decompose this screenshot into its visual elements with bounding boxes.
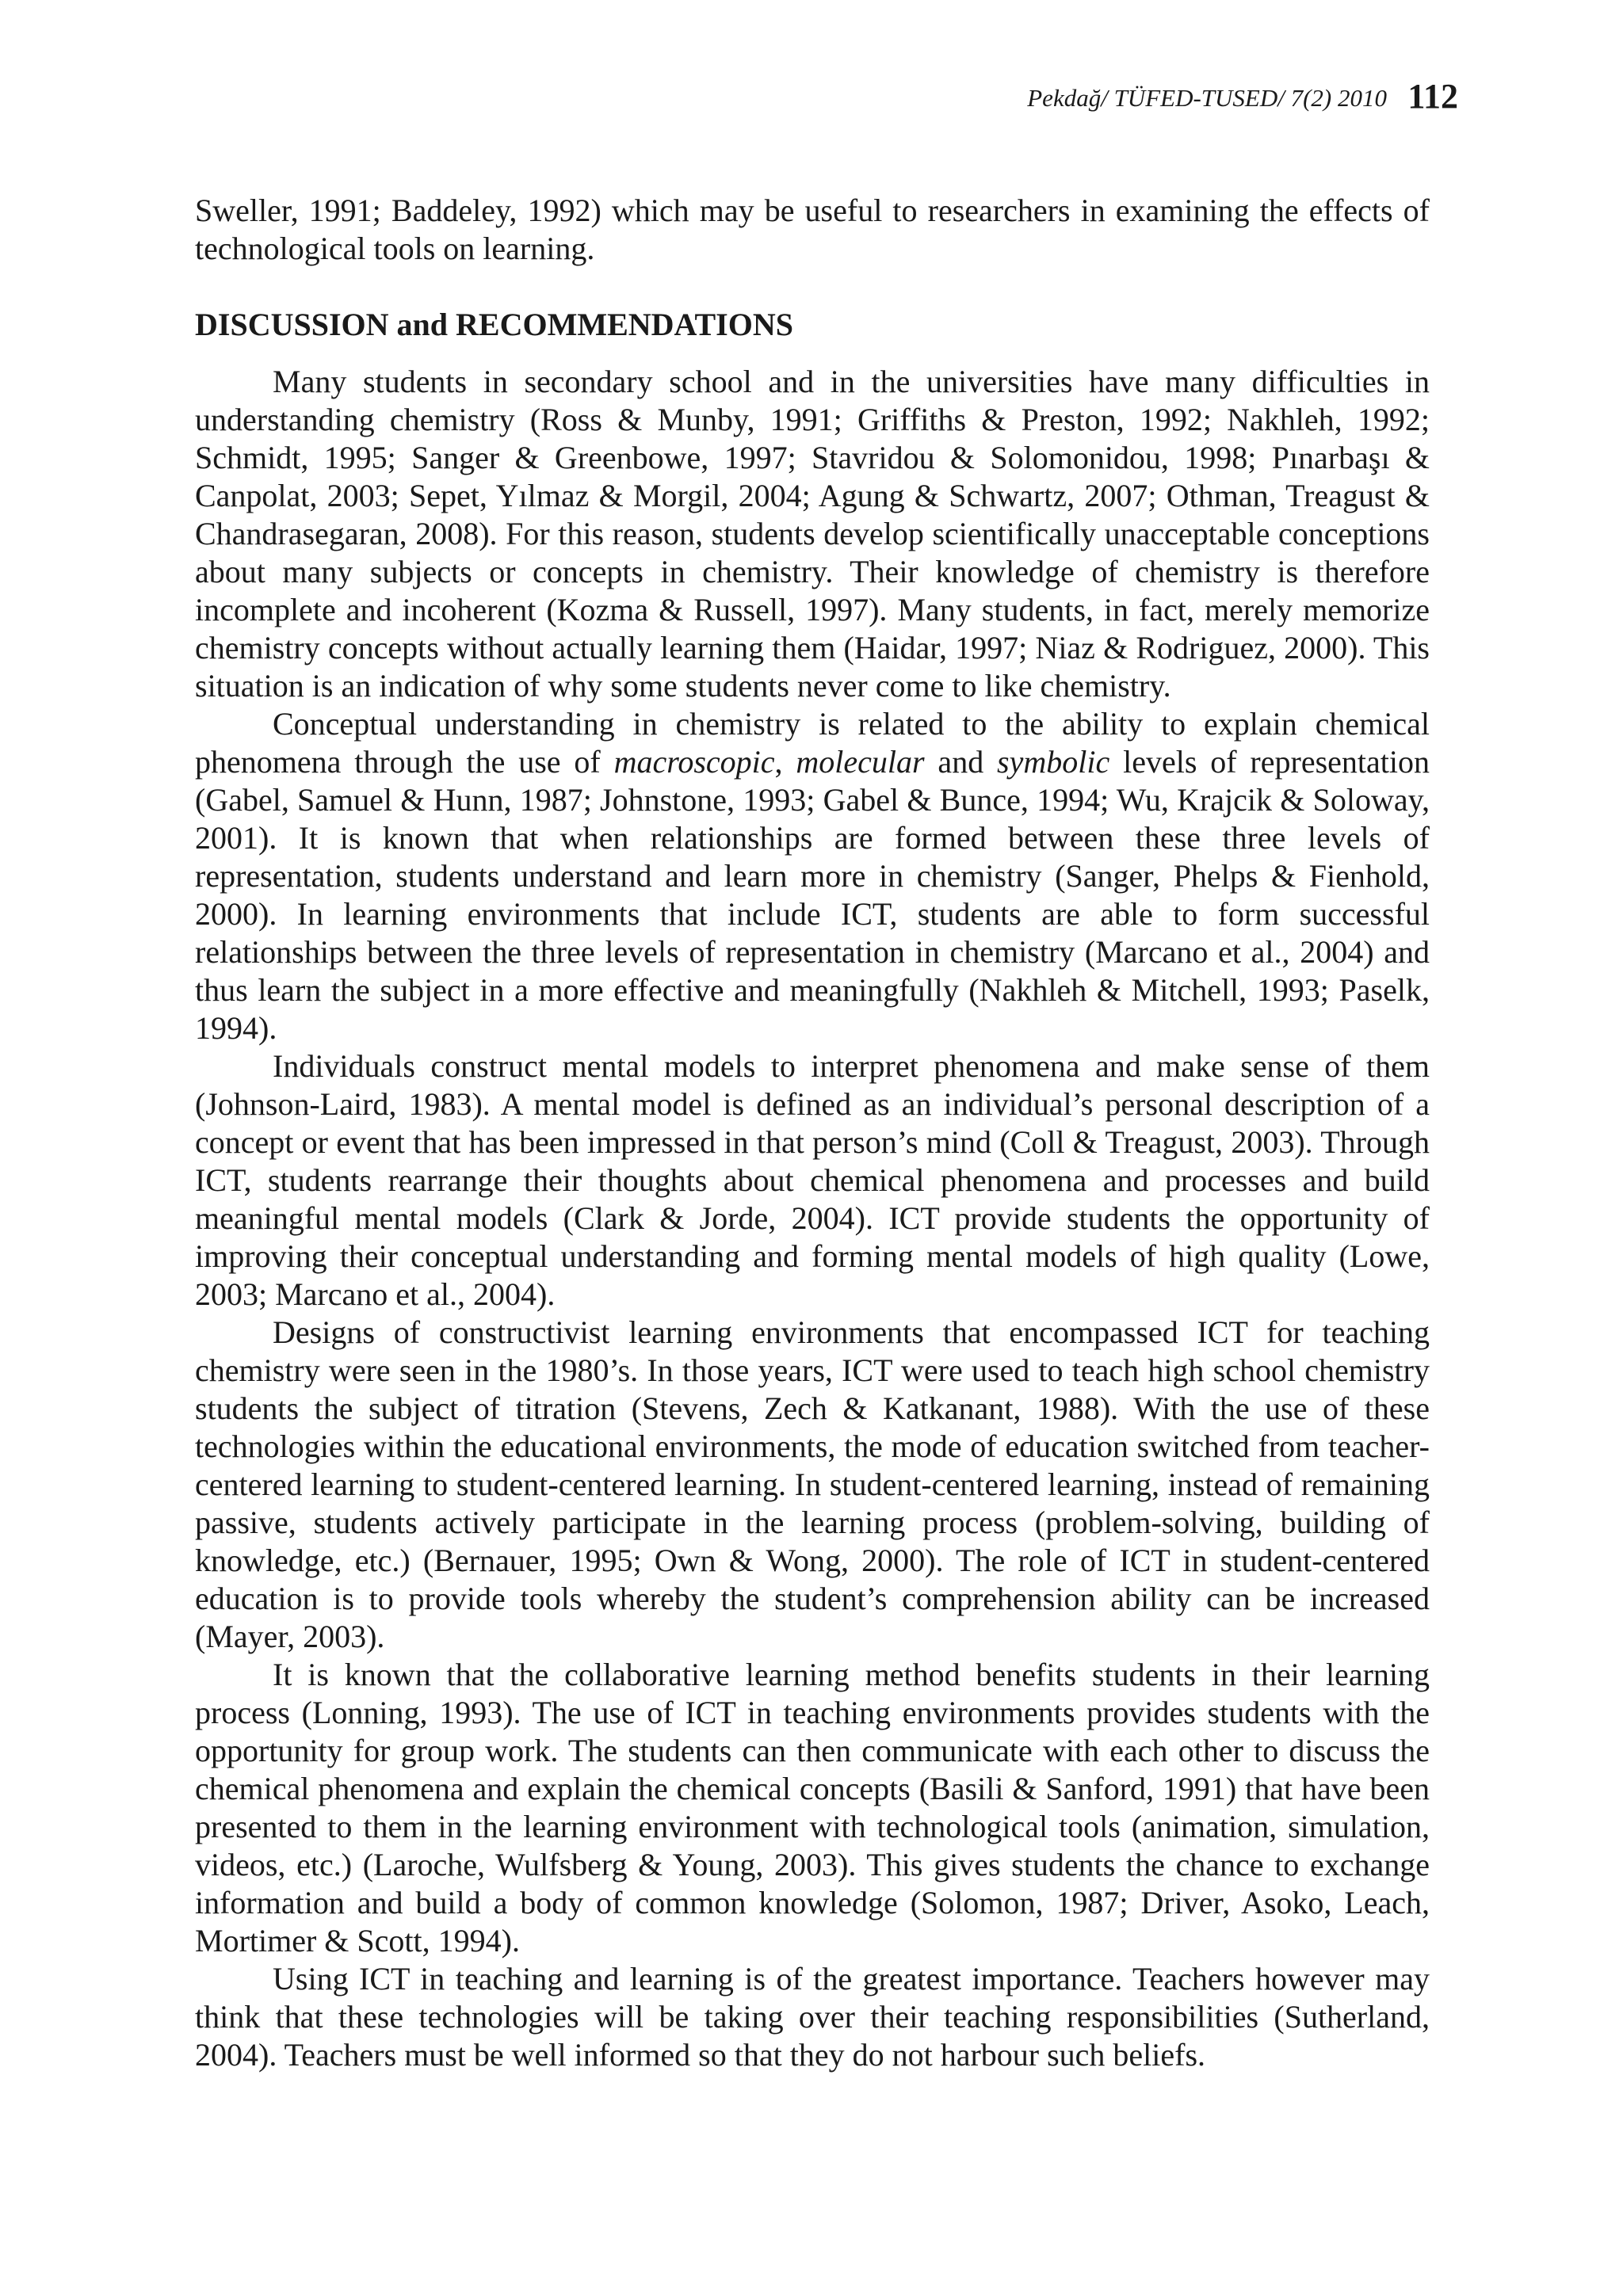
intro-fragment-paragraph: Sweller, 1991; Baddeley, 1992) which may be useful to researchers in examining the effects of technological tools on learning. — [195, 193, 1430, 266]
page-number: 112 — [1407, 77, 1458, 116]
italic-term-molecular: molecular — [796, 744, 925, 780]
text-run: and — [924, 744, 998, 780]
running-head — [951, 76, 1458, 124]
page-body — [195, 192, 1430, 2074]
italic-term-macroscopic: macroscopic — [613, 744, 775, 780]
text-run: , — [774, 744, 796, 780]
paragraph-constructivist-designs: Designs of constructivist learning environments that encompassed ICT for teaching chemistry were seen in the 1980’s. In those years, ICT were used to teach high school chemistry students the subject of titration (Stevens, Zech & Katkanant, 1988). With the use of these technologies within the educational environments, the mode of education switched from teacher-centered learning to student-centered learning. In student-centered learning, instead of remaining passive, students actively participate in the learning process (problem-solving, building of knowledge, etc.) (Bernauer, 1995; Own & Wong, 2000). The role of ICT in student-centered education is to provide tools whereby the student’s comprehension ability can be increased (Mayer, 2003). — [195, 1314, 1430, 1654]
text-run: levels of representation (Gabel, Samuel & Hunn, 1987; Johnstone, 1993; Gabel & Bunce, 1994; Wu, Krajcik & Soloway, 2001). It is known that when relationships are formed between these three levels of representation, students understand and learn more in chemistry (Sanger, Phelps & Fienhold, 2000). In learning environments that include ICT, students are able to form successful relationships between the three levels of representation in chemistry (Marcano et al., 2004) and thus learn the subject in a more effective and meaningfully (Nakhleh & Mitchell, 1993; Paselk, 1994). — [195, 744, 1430, 1046]
text-run: Conceptual understanding in chemistry is related to the ability to explain chemical phenomena through the use of — [195, 706, 1430, 780]
paragraph-collaborative-learning: It is known that the collaborative learning method benefits students in their learning process (Lonning, 1993). The use of ICT in teaching environments provides students with the opportunity for group work. The students can then communicate with each other to discuss the chemical phenomena and explain the chemical concepts (Basili & Sanford, 1991) that have been presented to them in the learning environment with technological tools (animation, simulation, videos, etc.) (Laroche, Wulfsberg & Young, 2003). This gives students the chance to exchange information and build a body of common knowledge (Solomon, 1987; Driver, Asoko, Leach, Mortimer & Scott, 1994). — [195, 1657, 1430, 1958]
paragraph-teachers: Using ICT in teaching and learning is of the greatest importance. Teachers however may think that these technologies will be taking over their teaching responsibilities (Sutherland, 2004). Teachers must be well informed so that they do not harbour such beliefs. — [195, 1961, 1430, 2073]
section-heading: DISCUSSION and RECOMMENDATIONS — [195, 307, 793, 342]
paragraph-mental-models: Individuals construct mental models to interpret phenomena and make sense of them (Johnson-Laird, 1983). A mental model is defined as an individual’s personal description of a concept or event that has been impressed in that person’s mind (Coll & Treagust, 2003). Through ICT, students rearrange their thoughts about chemical phenomena and processes and build meaningful mental models (Clark & Jorde, 2004). ICT provide students the opportunity of improving their conceptual understanding and forming mental models of high quality (Lowe, 2003; Marcano et al., 2004). — [195, 1048, 1430, 1312]
italic-term-symbolic: symbolic — [997, 744, 1110, 780]
journal-citation: Pekdağ/ TÜFED-TUSED/ 7(2) 2010 — [1027, 84, 1387, 112]
paragraph-conceptual-understanding — [195, 705, 1430, 1047]
paragraph-difficulties: Many students in secondary school and in the universities have many difficulties in understanding chemistry (Ross & Munby, 1991; Griffiths & Preston, 1992; Nakhleh, 1992; Schmidt, 1995; Sanger & Greenbowe, 1997; Stavridou & Solomonidou, 1998; Pınarbaşı & Canpolat, 2003; Sepet, Yılmaz & Morgil, 2004; Agung & Schwartz, 2007; Othman, Treagust & Chandrasegaran, 2008). For this reason, students develop scientifically unacceptable conceptions about many subjects or concepts in chemistry. Their knowledge of chemistry is therefore incomplete and incoherent (Kozma & Russell, 1997). Many students, in fact, merely memorize chemistry concepts without actually learning them (Haidar, 1997; Niaz & Rodriguez, 2000). This situation is an indication of why some students never come to like chemistry. — [195, 364, 1430, 704]
